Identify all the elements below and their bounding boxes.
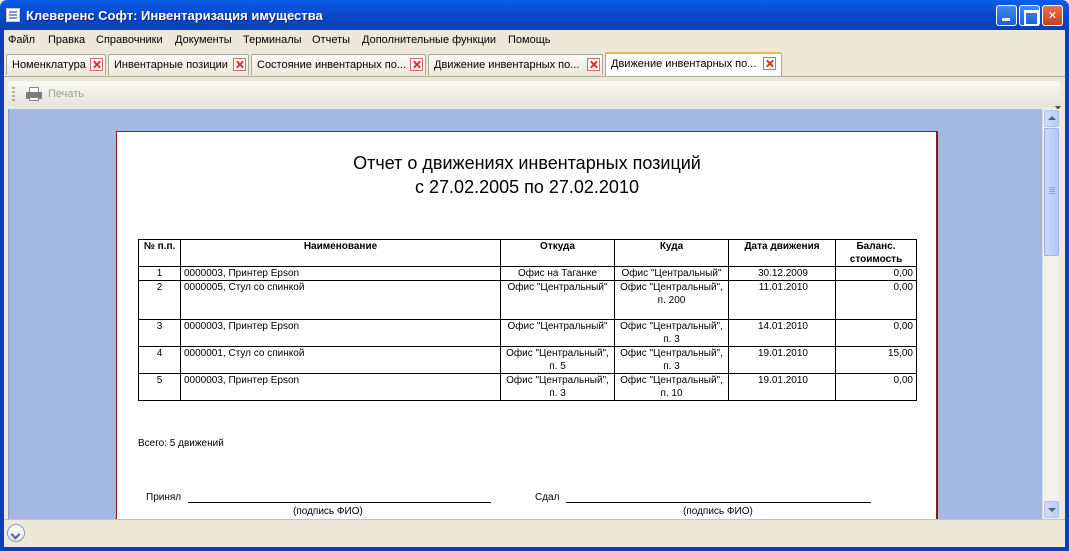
menu-bar xyxy=(4,30,1065,52)
cell-to: Офис "Центральный", п. 3 xyxy=(615,347,729,374)
cell-num: 4 xyxy=(139,347,181,374)
close-button[interactable]: ✕ xyxy=(1042,5,1063,26)
close-tab-icon[interactable] xyxy=(90,58,103,71)
header-balance: Баланс. стоимость xyxy=(836,240,917,267)
header-num: № п.п. xyxy=(139,240,181,267)
cell-name: 0000003, Принтер Epson xyxy=(181,374,501,401)
tab-label: Движение инвентарных по... xyxy=(611,58,757,70)
cell-name: 0000003, Принтер Epson xyxy=(181,320,501,347)
tab-nomenclature[interactable] xyxy=(6,54,106,75)
close-tab-icon[interactable] xyxy=(587,58,600,71)
header-to: Куда xyxy=(615,240,729,267)
handed-signature-hint: (подпись ФИО) xyxy=(683,506,753,517)
cell-date: 14.01.2010 xyxy=(729,320,836,347)
tab-inventory-items[interactable] xyxy=(108,54,249,75)
cell-to: Офис "Центральный" xyxy=(615,267,729,281)
cell-from: Офис на Таганке xyxy=(501,267,615,281)
toolbar-grip-icon[interactable] xyxy=(12,87,15,101)
window-title: Клеверенс Софт: Инвентаризация имущества xyxy=(26,8,323,23)
menu-help[interactable]: Помощь xyxy=(508,34,551,46)
total-movements: Всего: 5 движений xyxy=(138,438,224,449)
report-preview[interactable] xyxy=(8,109,1042,519)
print-button[interactable] xyxy=(21,83,93,105)
table-row xyxy=(139,267,917,281)
window-frame-left xyxy=(0,30,4,551)
app-icon xyxy=(6,8,20,22)
cell-balance: 15,00 xyxy=(836,347,917,374)
cell-num: 1 xyxy=(139,267,181,281)
movements-table xyxy=(138,239,917,401)
tab-inventory-state[interactable] xyxy=(251,54,426,75)
tab-label: Состояние инвентарных по... xyxy=(257,59,407,71)
close-tab-icon[interactable] xyxy=(233,58,246,71)
document-tabs xyxy=(4,52,1065,76)
toolbar xyxy=(4,76,1065,108)
table-header xyxy=(139,240,917,267)
menu-directories[interactable]: Справочники xyxy=(96,34,163,46)
cell-balance: 0,00 xyxy=(836,320,917,347)
tab-label: Инвентарные позиции xyxy=(114,59,228,71)
window-frame-right xyxy=(1065,30,1069,551)
scroll-down-icon[interactable] xyxy=(1044,501,1059,518)
close-tab-icon[interactable] xyxy=(410,58,423,71)
cell-from: Офис "Центральный", п. 3 xyxy=(501,374,615,401)
tab-inventory-movement[interactable] xyxy=(428,54,603,75)
cell-to: Офис "Центральный", п. 3 xyxy=(615,320,729,347)
report-period: с 27.02.2005 по 27.02.2010 xyxy=(415,177,639,197)
menu-terminals[interactable]: Терминалы xyxy=(243,34,302,46)
menu-file[interactable]: Файл xyxy=(8,34,36,46)
cell-name: 0000001, Стул со спинкой xyxy=(181,347,501,374)
tab-inventory-movement-report[interactable] xyxy=(605,52,782,76)
cell-balance: 0,00 xyxy=(836,374,917,401)
vertical-scrollbar[interactable] xyxy=(1042,109,1059,519)
print-label: Печать xyxy=(48,88,85,100)
toolbar-strip xyxy=(8,81,1060,107)
handed-signature-line xyxy=(566,502,871,503)
menu-edit[interactable]: Правка xyxy=(48,34,86,46)
cell-date: 11.01.2010 xyxy=(729,281,836,320)
cell-balance: 0,00 xyxy=(836,267,917,281)
accepted-signature-hint: (подпись ФИО) xyxy=(293,506,363,517)
table-row xyxy=(139,347,917,374)
bottom-bar xyxy=(4,519,1065,547)
header-from: Откуда xyxy=(501,240,615,267)
menu-reports[interactable]: Отчеты xyxy=(312,34,351,46)
expand-chevron-icon[interactable] xyxy=(7,524,25,542)
tab-label: Движение инвентарных по... xyxy=(434,59,580,71)
cell-name: 0000003, Принтер Epson xyxy=(181,267,501,281)
table-row xyxy=(139,374,917,401)
cell-date: 19.01.2010 xyxy=(729,347,836,374)
cell-from: Офис "Центральный", п. 5 xyxy=(501,347,615,374)
cell-name: 0000005, Стул со спинкой xyxy=(181,281,501,320)
tab-label: Номенклатура xyxy=(12,59,86,71)
cell-num: 3 xyxy=(139,320,181,347)
menu-extra-functions[interactable]: Дополнительные функции xyxy=(362,34,497,46)
minimize-button[interactable] xyxy=(996,5,1017,26)
accepted-label: Принял xyxy=(146,492,182,503)
report-page xyxy=(116,131,938,519)
table-row xyxy=(139,281,917,320)
handed-label: Сдал xyxy=(535,492,560,503)
menu-documents[interactable]: Документы xyxy=(175,34,232,46)
cell-num: 5 xyxy=(139,374,181,401)
cell-date: 19.01.2010 xyxy=(729,374,836,401)
window-frame-bottom xyxy=(0,547,1069,551)
cell-from: Офис "Центральный" xyxy=(501,281,615,320)
cell-num: 2 xyxy=(139,281,181,320)
title-bar xyxy=(0,0,1069,30)
header-name: Наименование xyxy=(181,240,501,267)
printer-icon xyxy=(26,87,42,101)
table-row xyxy=(139,320,917,347)
cell-to: Офис "Центральный", п. 10 xyxy=(615,374,729,401)
cell-balance: 0,00 xyxy=(836,281,917,320)
cell-from: Офис "Центральный" xyxy=(501,320,615,347)
cell-to: Офис "Центральный", п. 200 xyxy=(615,281,729,320)
header-date: Дата движения xyxy=(729,240,836,267)
scroll-up-icon[interactable] xyxy=(1044,110,1059,127)
cell-date: 30.12.2009 xyxy=(729,267,836,281)
report-title: Отчет о движениях инвентарных позиций xyxy=(353,153,701,173)
scroll-thumb[interactable] xyxy=(1044,128,1059,256)
accepted-signature-line xyxy=(188,502,491,503)
maximize-button[interactable] xyxy=(1019,5,1040,26)
close-tab-icon[interactable] xyxy=(763,57,776,70)
